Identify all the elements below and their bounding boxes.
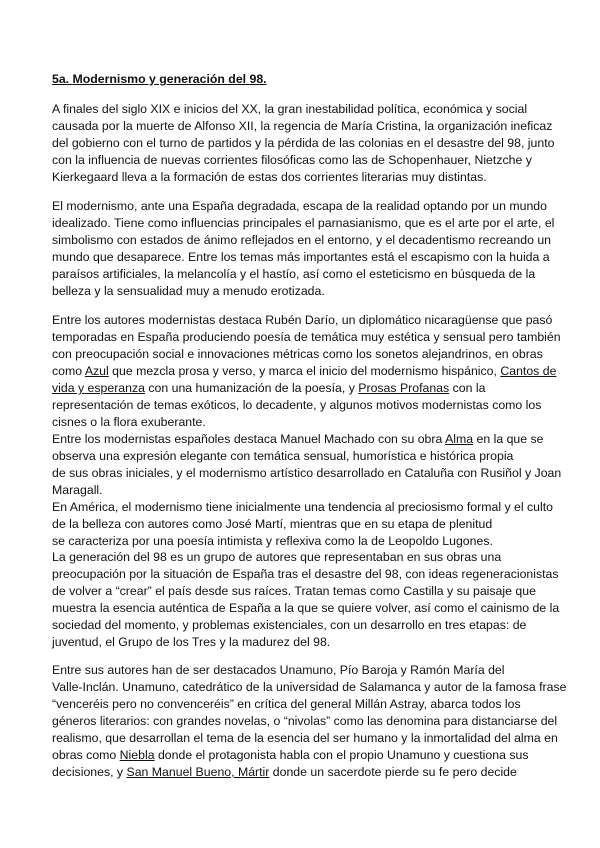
text-line: realismo, que desarrollan el tema de la esencia del ser humano y la inmortalidad del alma en <box>52 731 558 745</box>
text-line: En América, el modernismo tiene inicialmente una tendencia al preciosismo formal y el culto <box>52 500 553 514</box>
text-line: cisnes o la flora exuberante. <box>52 415 206 429</box>
text-line: de sus obras iniciales, y el modernismo artístico desarrollado en Cataluña con Rusiñol y Joan <box>52 466 562 480</box>
text-line: se caracteriza por una poesía intimista y reflexiva como la de Leopoldo Lugones. <box>52 534 493 548</box>
text-line: Valle-Inclán. Unamuno, catedrático de la universidad de Salamanca y autor de la famosa frase <box>52 680 567 694</box>
text-line <box>52 764 582 781</box>
text-line: La generación del 98 es un grupo de autores que representaban en sus obras una <box>52 550 502 564</box>
text-line: de volver a “crear” el país desde sus raíces. Tratan temas como Castilla y su paisaje que <box>52 584 536 598</box>
text-line: mundo que desaparece. Entre los temas más importantes está el escapismo con la huida a <box>52 250 550 264</box>
work-title-prosas-profanas: Prosas Profanas <box>358 381 450 395</box>
text-line <box>52 747 582 764</box>
text-line: Maragall. <box>52 483 103 497</box>
work-title-alma: Alma <box>445 432 474 446</box>
text-line: del gobierno con el turno de partidos y la pérdida de las colonias en el desastre del 98, junto <box>52 136 555 150</box>
text-line: Kierkegaard lleva a la formación de estas dos corrientes literarias muy distintas. <box>52 170 487 184</box>
work-title-san-manuel: San Manuel Bueno, Mártir <box>126 765 270 779</box>
paragraph-ruben-dario <box>52 312 582 550</box>
text-line: géneros literarios: con grandes novelas, o “nivolas” como las denomina para distanciarse del <box>52 714 558 728</box>
text-line <box>52 380 582 397</box>
text-segment: en la que se <box>473 432 544 446</box>
text-line <box>52 431 582 448</box>
text-segment: obras como <box>52 748 120 762</box>
paragraph-generacion-98 <box>52 549 582 651</box>
text-segment: donde un sacerdote pierde su fe pero decide <box>269 765 517 779</box>
text-line: con preocupación social e innovaciones métricas como los sonetos alejandrinos, en obras <box>52 347 543 361</box>
paragraph-modernismo <box>52 198 582 300</box>
text-line: simbolismo con estados de ánimo reflejados en el entorno, y el decadentismo recreando un <box>52 233 551 247</box>
text-line: preocupación por la situación de España tras el desastre del 98, con ideas regeneracionistas <box>52 567 559 581</box>
text-line: “venceréis pero no convenceréis” en crítica del general Millán Astray, abarca todos los <box>52 697 521 711</box>
text-line: El modernismo, ante una España degradada, escapa de la realidad optando por un mundo <box>52 199 547 213</box>
text-segment: que mezcla prosa y verso, y marca el inicio del modernismo hispánico, <box>108 364 501 378</box>
text-line: idealizado. Tiene como influencias principales el parnasianismo, que es el arte por el arte, el <box>52 216 555 230</box>
work-title-azul: Azul <box>84 364 109 378</box>
text-line: causada por la muerte de Alfonso XII, la regencia de María Cristina, la organización ineficaz <box>52 119 553 133</box>
text-line: representación de temas exóticos, lo decadente, y algunos motivos modernistas como los <box>52 398 542 412</box>
text-segment: con la <box>449 381 486 395</box>
text-line: de la belleza con autores como José Martí, mientras que en su etapa de plenitud <box>52 517 493 531</box>
text-segment: Entre los modernistas españoles destaca Manuel Machado con su obra <box>52 432 446 446</box>
text-line: juventud, el Grupo de los Tres y la madurez del 98. <box>52 635 331 649</box>
text-line: temporadas en España produciendo poesía de temática muy estética y sensual pero también <box>52 330 561 344</box>
paragraph-intro <box>52 101 582 186</box>
text-line: Entre los autores modernistas destaca Rubén Darío, un diplomático nicaragüense que pasó <box>52 313 553 327</box>
text-segment: decisiones, y <box>52 765 127 779</box>
document-title: 5a. Modernismo y generación del 98. <box>52 72 267 86</box>
text-line: A finales del siglo XIX e inicios del XX, la gran inestabilidad política, económica y social <box>52 102 528 116</box>
text-line: con la influencia de nuevas corrientes filosóficas como las de Schopenhauer, Nietzche y <box>52 153 532 167</box>
work-title-niebla: Niebla <box>119 748 155 762</box>
work-title-cantos: Cantos de <box>500 364 557 378</box>
paragraph-unamuno <box>52 662 582 781</box>
work-title-cantos: vida y esperanza <box>52 381 145 395</box>
text-line: sociedad del momento, y problemas existenciales, con un desarrollo en tres etapas: de <box>52 618 527 632</box>
text-segment: donde el protagonista habla con el propio Unamuno y cuestiona sus <box>154 748 529 762</box>
text-line: paraísos artificiales, la melancolía y el hastío, así como el esteticismo en búsqueda de la <box>52 267 536 281</box>
text-segment: con una humanización de la poesía, y <box>144 381 359 395</box>
text-line <box>52 363 582 380</box>
text-line: observa una expresión elegante con temática sensual, humorística e histórica propia <box>52 449 514 463</box>
text-line: muestra la esencia auténtica de España a la que se quiere volver, así como el cainismo de la <box>52 601 560 615</box>
text-line: belleza y la sensualidad muy a menudo erotizada. <box>52 284 325 298</box>
text-segment: como <box>52 364 85 378</box>
text-line: Entre sus autores han de ser destacados Unamuno, Pío Baroja y Ramón María del <box>52 663 505 677</box>
